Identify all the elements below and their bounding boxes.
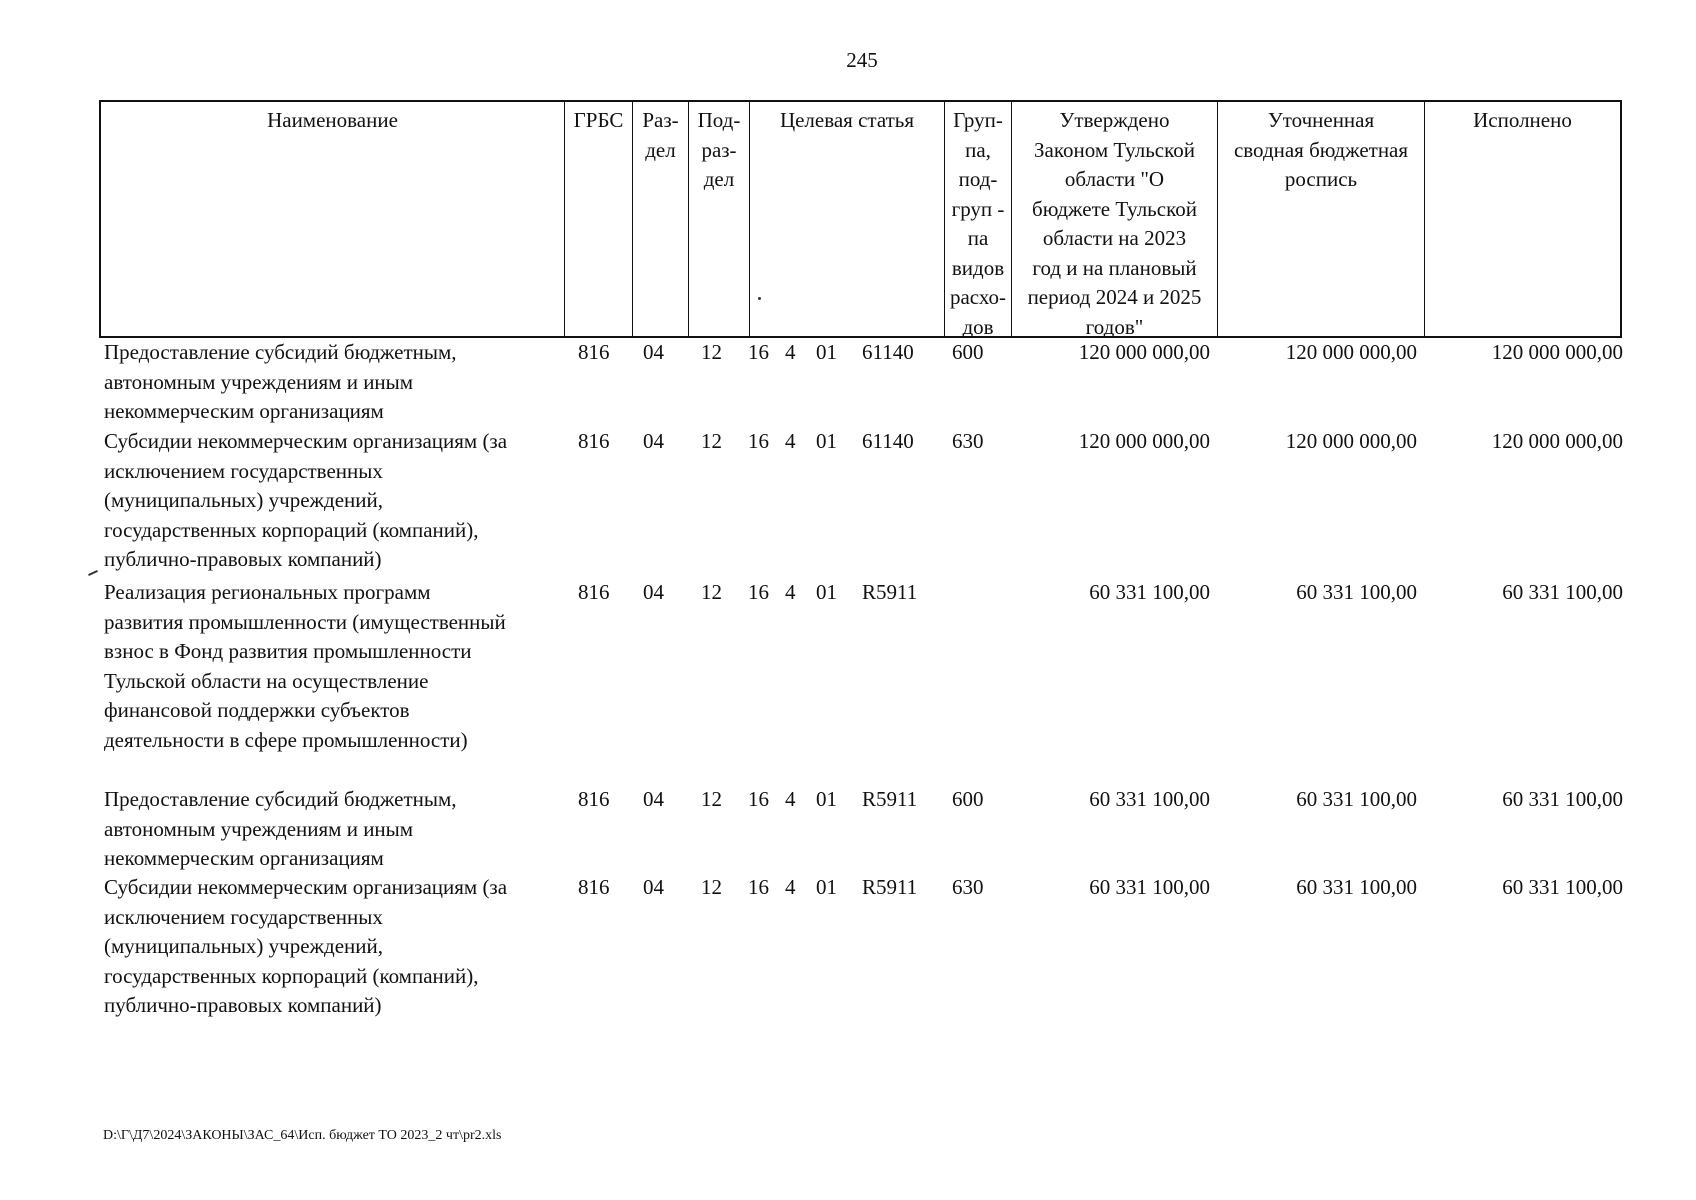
cell-podrazdel: 12: [701, 429, 722, 453]
header-celevaya-statya: [749, 102, 944, 336]
row-name-line: некоммерческим организациям: [104, 846, 384, 870]
row-name-line: автономным учреждениям и иным: [104, 816, 414, 841]
cell-utochnennaya: 120 000 000,00: [1285, 429, 1417, 453]
header-line: Законом Тульской: [1034, 137, 1195, 162]
row-name-line: взнос в Фонд развития промышленности: [104, 639, 472, 663]
cell-ispolneno: 60 331 100,00: [1502, 580, 1623, 604]
cell-cs-subprogram: 01: [816, 875, 837, 899]
cell-cs-direction: 61140: [862, 429, 914, 453]
cell-razdel: 04: [643, 580, 664, 604]
page-number: 245: [846, 48, 878, 72]
cell-utverzhdeno: 120 000 000,00: [1078, 340, 1210, 364]
header-line: Груп-: [953, 108, 1003, 132]
cell-podrazdel: 12: [701, 787, 722, 811]
row-name: [104, 427, 564, 575]
cell-ispolneno: 60 331 100,00: [1502, 875, 1623, 899]
row-name-line: Предоставление субсидий бюджетным,: [104, 787, 457, 811]
cell-utverzhdeno: 60 331 100,00: [1089, 787, 1210, 811]
header-line: раз-: [701, 137, 737, 162]
row-name-line: (муниципальных) учреждений,: [104, 488, 383, 512]
cell-razdel: 04: [643, 340, 664, 364]
header-grbs: [564, 102, 632, 336]
header-line: видов: [951, 255, 1005, 280]
header-line: Наименование: [267, 108, 398, 132]
header-line: под-: [958, 167, 998, 191]
cell-gruppa: 600: [952, 787, 984, 811]
cell-utochnennaya: 60 331 100,00: [1296, 580, 1417, 604]
header-utochnennaya: [1217, 102, 1424, 336]
cell-gruppa: 630: [952, 429, 984, 453]
cell-razdel: 04: [643, 875, 664, 899]
cell-gruppa: 630: [952, 875, 984, 899]
cell-cs-direction: R5911: [862, 580, 918, 604]
cell-cs-subprogram: 01: [816, 580, 837, 604]
header-line: роспись: [1284, 167, 1358, 191]
header-line: па: [967, 226, 989, 250]
row-name-line: Тульской области на осуществление: [104, 668, 429, 693]
cell-gruppa: 600: [952, 340, 984, 364]
row-name: [104, 578, 564, 755]
cell-cs-type: 4: [785, 787, 796, 811]
header-line: области "О: [1064, 167, 1165, 191]
row-name-line: Субсидии некоммерческим организациям (за: [104, 875, 508, 899]
row-name: [104, 338, 564, 427]
cell-cs-subprogram: 01: [816, 429, 837, 453]
scan-mark: [88, 570, 98, 576]
table-header: [99, 100, 1622, 338]
cell-cs-type: 4: [785, 875, 796, 899]
cell-cs-subprogram: 01: [816, 340, 837, 364]
header-line: дов: [962, 314, 994, 339]
header-line: Целевая статья: [779, 108, 915, 132]
header-line: Уточненная: [1267, 108, 1375, 132]
header-line: ГРБС: [573, 108, 624, 132]
row-name-line: деятельности в сфере промышленности): [104, 727, 468, 752]
cell-ispolneno: 120 000 000,00: [1491, 340, 1623, 364]
header-line: бюджете Тульской: [1032, 196, 1197, 221]
row-name-line: финансовой поддержки субъектов: [104, 698, 410, 722]
cell-utverzhdeno: 60 331 100,00: [1089, 580, 1210, 604]
row-name-line: (муниципальных) учреждений,: [104, 934, 383, 958]
cell-utverzhdeno: 120 000 000,00: [1078, 429, 1210, 453]
cell-ispolneno: 120 000 000,00: [1491, 429, 1623, 453]
cell-cs-direction: R5911: [862, 787, 918, 811]
cell-grbs: 816: [578, 340, 610, 364]
cell-grbs: 816: [578, 787, 610, 811]
row-name-line: исключением государственных: [104, 458, 383, 483]
header-line: дел: [703, 167, 735, 191]
cell-cs-type: 4: [785, 429, 796, 453]
cell-cs-program: 16: [748, 429, 769, 453]
header-utverzhdeno: [1011, 102, 1217, 339]
cell-grbs: 816: [578, 875, 610, 899]
cell-podrazdel: 12: [701, 875, 722, 899]
cell-utochnennaya: 120 000 000,00: [1285, 340, 1417, 364]
row-name-line: исключением государственных: [104, 904, 383, 929]
scan-dot: [758, 297, 761, 300]
row-name-line: Реализация региональных программ: [104, 580, 431, 604]
cell-utochnennaya: 60 331 100,00: [1296, 875, 1417, 899]
header-line: Исполнено: [1473, 108, 1572, 132]
row-name-line: государственных корпораций (компаний),: [104, 963, 479, 988]
header-line: Под-: [697, 108, 741, 132]
cell-utverzhdeno: 60 331 100,00: [1089, 875, 1210, 899]
cell-cs-program: 16: [748, 875, 769, 899]
cell-grbs: 816: [578, 429, 610, 453]
cell-cs-subprogram: 01: [816, 787, 837, 811]
header-line: сводная бюджетная: [1233, 137, 1409, 162]
header-name: [101, 102, 564, 336]
cell-grbs: 816: [578, 580, 610, 604]
header-line: области на 2023: [1042, 226, 1187, 250]
cell-cs-direction: 61140: [862, 340, 914, 364]
cell-cs-type: 4: [785, 580, 796, 604]
row-name-line: Субсидии некоммерческим организациям (за: [104, 429, 508, 453]
header-line: год и на плановый: [1032, 255, 1197, 280]
header-razdel: [632, 102, 688, 336]
cell-cs-program: 16: [748, 580, 769, 604]
cell-razdel: 04: [643, 787, 664, 811]
cell-cs-program: 16: [748, 340, 769, 364]
header-line: период 2024 и 2025: [1027, 285, 1202, 309]
cell-cs-program: 16: [748, 787, 769, 811]
row-name-line: государственных корпораций (компаний),: [104, 517, 479, 542]
row-name: [104, 785, 564, 874]
header-line: па,: [965, 137, 991, 162]
cell-utochnennaya: 60 331 100,00: [1296, 787, 1417, 811]
header-line: расхо-: [949, 285, 1007, 309]
cell-cs-type: 4: [785, 340, 796, 364]
header-line: груп -: [951, 196, 1005, 221]
cell-razdel: 04: [643, 429, 664, 453]
header-line: дел: [645, 137, 676, 162]
row-name-line: развития промышленности (имущественный: [104, 609, 506, 634]
row-name: [104, 873, 564, 1021]
header-line: Утверждено: [1059, 108, 1170, 132]
row-name-line: публично-правовых компаний): [104, 547, 382, 571]
header-ispolneno: [1424, 102, 1620, 336]
row-name-line: Предоставление субсидий бюджетным,: [104, 340, 457, 364]
header-line: Раз-: [642, 108, 679, 132]
cell-ispolneno: 60 331 100,00: [1502, 787, 1623, 811]
row-name-line: автономным учреждениям и иным: [104, 369, 414, 394]
row-name-line: некоммерческим организациям: [104, 399, 384, 423]
header-podrazdel: [688, 102, 749, 336]
row-name-line: публично-правовых компаний): [104, 993, 382, 1017]
cell-cs-direction: R5911: [862, 875, 918, 899]
cell-podrazdel: 12: [701, 340, 722, 364]
header-gruppa: [944, 102, 1011, 339]
cell-podrazdel: 12: [701, 580, 722, 604]
header-line: годов": [1085, 314, 1144, 339]
footer-file-path: D:\Г\Д7\2024\ЗАКОНЫ\ЗАС_64\Исп. бюджет ТО 2023_2 чт\pr2.xls: [103, 1128, 502, 1143]
